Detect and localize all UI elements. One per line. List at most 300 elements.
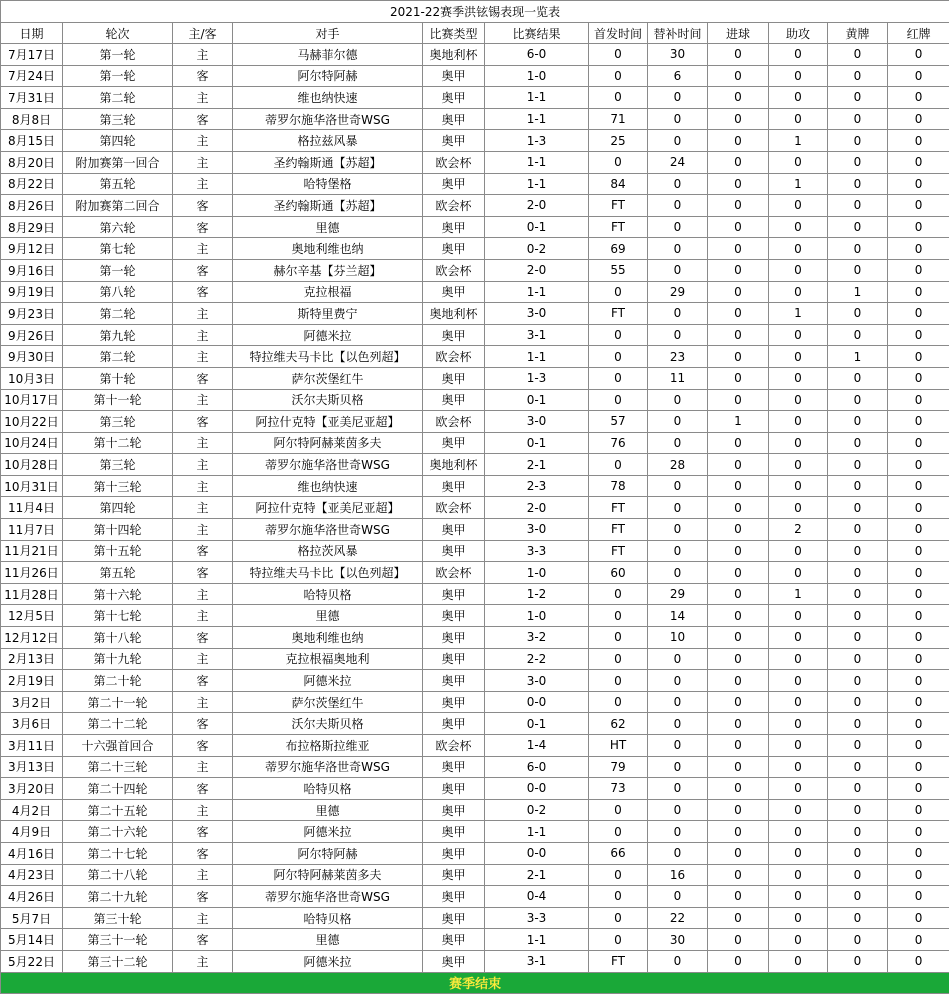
- cell-opponent: 奥地利维也纳: [233, 627, 423, 649]
- cell-result: 0-2: [485, 799, 589, 821]
- cell-red-cards: 0: [888, 44, 949, 66]
- cell-sub-minutes: 0: [648, 432, 708, 454]
- cell-round: 第四轮: [63, 130, 173, 152]
- cell-sub-minutes: 0: [648, 735, 708, 757]
- cell-assists: 0: [769, 216, 828, 238]
- cell-red-cards: 0: [888, 259, 949, 281]
- cell-assists: 0: [769, 367, 828, 389]
- cell-competition: 奥甲: [423, 778, 485, 800]
- table-row: [1, 432, 949, 454]
- cell-start-minutes: FT: [589, 303, 648, 325]
- cell-date: 4月2日: [1, 799, 63, 821]
- table-row: [1, 367, 949, 389]
- table-row: [1, 821, 949, 843]
- cell-result: 0-2: [485, 238, 589, 260]
- cell-competition: 奥甲: [423, 756, 485, 778]
- column-header-result: 比赛结果: [485, 23, 589, 44]
- cell-start-minutes: 0: [589, 691, 648, 713]
- cell-home-away: 客: [173, 259, 233, 281]
- cell-yellow-cards: 0: [828, 216, 888, 238]
- cell-result: 0-1: [485, 432, 589, 454]
- cell-goals: 0: [708, 454, 769, 476]
- cell-opponent: 圣约翰斯通【苏超】: [233, 151, 423, 173]
- cell-result: 1-0: [485, 562, 589, 584]
- cell-red-cards: 0: [888, 735, 949, 757]
- cell-assists: 0: [769, 108, 828, 130]
- cell-opponent: 克拉根福奥地利: [233, 648, 423, 670]
- cell-sub-minutes: 0: [648, 497, 708, 519]
- cell-sub-minutes: 0: [648, 756, 708, 778]
- cell-competition: 欧会杯: [423, 411, 485, 433]
- cell-start-minutes: 0: [589, 670, 648, 692]
- cell-sub-minutes: 10: [648, 627, 708, 649]
- cell-result: 6-0: [485, 44, 589, 66]
- cell-start-minutes: 0: [589, 605, 648, 627]
- cell-red-cards: 0: [888, 432, 949, 454]
- cell-yellow-cards: 0: [828, 713, 888, 735]
- cell-competition: 欧会杯: [423, 151, 485, 173]
- cell-start-minutes: FT: [589, 195, 648, 217]
- cell-goals: 0: [708, 950, 769, 972]
- cell-goals: 0: [708, 303, 769, 325]
- cell-assists: 0: [769, 713, 828, 735]
- cell-date: 12月5日: [1, 605, 63, 627]
- cell-date: 8月8日: [1, 108, 63, 130]
- cell-result: 1-1: [485, 151, 589, 173]
- cell-sub-minutes: 30: [648, 929, 708, 951]
- cell-goals: 0: [708, 195, 769, 217]
- cell-sub-minutes: 0: [648, 216, 708, 238]
- cell-goals: 0: [708, 605, 769, 627]
- cell-start-minutes: 0: [589, 864, 648, 886]
- cell-home-away: 主: [173, 950, 233, 972]
- cell-assists: 2: [769, 519, 828, 541]
- cell-yellow-cards: 0: [828, 670, 888, 692]
- cell-date: 11月26日: [1, 562, 63, 584]
- cell-goals: 0: [708, 864, 769, 886]
- cell-result: 0-0: [485, 778, 589, 800]
- cell-opponent: 里德: [233, 799, 423, 821]
- cell-round: 第六轮: [63, 216, 173, 238]
- cell-goals: 0: [708, 108, 769, 130]
- cell-sub-minutes: 0: [648, 475, 708, 497]
- cell-goals: 0: [708, 778, 769, 800]
- cell-assists: 0: [769, 454, 828, 476]
- cell-sub-minutes: 29: [648, 281, 708, 303]
- cell-home-away: 客: [173, 411, 233, 433]
- table-row: [1, 605, 949, 627]
- cell-red-cards: 0: [888, 540, 949, 562]
- cell-red-cards: 0: [888, 929, 949, 951]
- cell-date: 9月26日: [1, 324, 63, 346]
- cell-home-away: 客: [173, 540, 233, 562]
- cell-red-cards: 0: [888, 108, 949, 130]
- cell-competition: 奥甲: [423, 627, 485, 649]
- cell-opponent: 斯特里费宁: [233, 303, 423, 325]
- cell-assists: 0: [769, 195, 828, 217]
- cell-yellow-cards: 0: [828, 130, 888, 152]
- cell-start-minutes: 57: [589, 411, 648, 433]
- column-header-row: [1, 23, 949, 44]
- cell-date: 10月28日: [1, 454, 63, 476]
- cell-round: 第十四轮: [63, 519, 173, 541]
- table-row: [1, 778, 949, 800]
- cell-sub-minutes: 0: [648, 259, 708, 281]
- cell-red-cards: 0: [888, 216, 949, 238]
- cell-competition: 奥甲: [423, 173, 485, 195]
- cell-result: 2-0: [485, 195, 589, 217]
- cell-assists: 0: [769, 346, 828, 368]
- cell-yellow-cards: 0: [828, 864, 888, 886]
- cell-home-away: 客: [173, 670, 233, 692]
- cell-result: 3-0: [485, 670, 589, 692]
- cell-opponent: 维也纳快速: [233, 87, 423, 109]
- table-row: [1, 627, 949, 649]
- cell-yellow-cards: 0: [828, 303, 888, 325]
- cell-assists: 1: [769, 583, 828, 605]
- cell-yellow-cards: 0: [828, 799, 888, 821]
- cell-sub-minutes: 0: [648, 411, 708, 433]
- table-row: [1, 44, 949, 66]
- cell-home-away: 客: [173, 842, 233, 864]
- cell-assists: 1: [769, 173, 828, 195]
- cell-assists: 0: [769, 778, 828, 800]
- cell-round: 第三轮: [63, 108, 173, 130]
- cell-round: 第二十四轮: [63, 778, 173, 800]
- cell-yellow-cards: 0: [828, 562, 888, 584]
- cell-yellow-cards: 0: [828, 778, 888, 800]
- cell-home-away: 主: [173, 324, 233, 346]
- cell-red-cards: 0: [888, 950, 949, 972]
- cell-start-minutes: 66: [589, 842, 648, 864]
- cell-opponent: 阿拉什克特【亚美尼亚超】: [233, 497, 423, 519]
- cell-start-minutes: 71: [589, 108, 648, 130]
- cell-opponent: 里德: [233, 605, 423, 627]
- cell-home-away: 客: [173, 713, 233, 735]
- cell-result: 3-3: [485, 907, 589, 929]
- cell-opponent: 萨尔茨堡红牛: [233, 367, 423, 389]
- cell-start-minutes: 0: [589, 821, 648, 843]
- cell-competition: 奥甲: [423, 583, 485, 605]
- cell-competition: 奥甲: [423, 929, 485, 951]
- cell-result: 1-3: [485, 130, 589, 152]
- cell-date: 8月15日: [1, 130, 63, 152]
- cell-opponent: 里德: [233, 216, 423, 238]
- cell-opponent: 克拉根福: [233, 281, 423, 303]
- cell-date: 4月9日: [1, 821, 63, 843]
- cell-sub-minutes: 30: [648, 44, 708, 66]
- cell-round: 第三十二轮: [63, 950, 173, 972]
- cell-assists: 1: [769, 303, 828, 325]
- cell-sub-minutes: 0: [648, 108, 708, 130]
- cell-yellow-cards: 0: [828, 886, 888, 908]
- cell-sub-minutes: 11: [648, 367, 708, 389]
- cell-competition: 奥甲: [423, 864, 485, 886]
- cell-sub-minutes: 0: [648, 540, 708, 562]
- cell-result: 1-3: [485, 367, 589, 389]
- cell-result: 3-1: [485, 950, 589, 972]
- cell-yellow-cards: 0: [828, 605, 888, 627]
- cell-competition: 奥地利杯: [423, 454, 485, 476]
- cell-yellow-cards: 0: [828, 65, 888, 87]
- table-body: [1, 44, 949, 973]
- cell-start-minutes: 0: [589, 389, 648, 411]
- cell-goals: 0: [708, 44, 769, 66]
- cell-start-minutes: 62: [589, 713, 648, 735]
- cell-assists: 0: [769, 432, 828, 454]
- cell-opponent: 奥地利维也纳: [233, 238, 423, 260]
- cell-competition: 奥甲: [423, 108, 485, 130]
- cell-goals: 0: [708, 583, 769, 605]
- cell-date: 7月31日: [1, 87, 63, 109]
- cell-date: 9月16日: [1, 259, 63, 281]
- cell-opponent: 蒂罗尔施华洛世奇WSG: [233, 454, 423, 476]
- cell-sub-minutes: 0: [648, 195, 708, 217]
- cell-round: 第四轮: [63, 497, 173, 519]
- cell-yellow-cards: 0: [828, 87, 888, 109]
- cell-start-minutes: HT: [589, 735, 648, 757]
- cell-yellow-cards: 0: [828, 108, 888, 130]
- cell-assists: 0: [769, 627, 828, 649]
- cell-sub-minutes: 0: [648, 173, 708, 195]
- column-header-yellow-cards: 黄牌: [828, 23, 888, 44]
- cell-assists: 1: [769, 130, 828, 152]
- cell-goals: 0: [708, 367, 769, 389]
- cell-yellow-cards: 0: [828, 497, 888, 519]
- cell-home-away: 主: [173, 238, 233, 260]
- cell-start-minutes: 73: [589, 778, 648, 800]
- cell-competition: 奥甲: [423, 130, 485, 152]
- cell-competition: 奥甲: [423, 87, 485, 109]
- cell-date: 4月26日: [1, 886, 63, 908]
- cell-home-away: 客: [173, 216, 233, 238]
- cell-red-cards: 0: [888, 562, 949, 584]
- cell-start-minutes: 78: [589, 475, 648, 497]
- cell-opponent: 萨尔茨堡红牛: [233, 691, 423, 713]
- cell-assists: 0: [769, 691, 828, 713]
- cell-red-cards: 0: [888, 670, 949, 692]
- column-header-start-minutes: 首发时间: [589, 23, 648, 44]
- cell-assists: 0: [769, 259, 828, 281]
- cell-home-away: 主: [173, 346, 233, 368]
- cell-assists: 0: [769, 87, 828, 109]
- table-row: [1, 907, 949, 929]
- season-end-footer: 赛季结束: [1, 972, 949, 993]
- cell-competition: 奥甲: [423, 281, 485, 303]
- cell-home-away: 主: [173, 173, 233, 195]
- cell-goals: 0: [708, 907, 769, 929]
- cell-start-minutes: 0: [589, 346, 648, 368]
- cell-sub-minutes: 29: [648, 583, 708, 605]
- cell-assists: 0: [769, 886, 828, 908]
- cell-home-away: 客: [173, 929, 233, 951]
- cell-date: 7月24日: [1, 65, 63, 87]
- cell-date: 9月30日: [1, 346, 63, 368]
- cell-opponent: 哈特堡格: [233, 173, 423, 195]
- cell-date: 2月19日: [1, 670, 63, 692]
- table-row: [1, 540, 949, 562]
- cell-date: 3月6日: [1, 713, 63, 735]
- cell-sub-minutes: 0: [648, 238, 708, 260]
- cell-result: 2-1: [485, 454, 589, 476]
- cell-opponent: 阿尔特阿赫: [233, 65, 423, 87]
- cell-home-away: 客: [173, 562, 233, 584]
- cell-yellow-cards: 1: [828, 281, 888, 303]
- cell-goals: 0: [708, 389, 769, 411]
- table-row: [1, 950, 949, 972]
- table-row: [1, 454, 949, 476]
- cell-date: 7月17日: [1, 44, 63, 66]
- cell-round: 第二十六轮: [63, 821, 173, 843]
- cell-home-away: 客: [173, 65, 233, 87]
- cell-home-away: 主: [173, 44, 233, 66]
- column-header-round: 轮次: [63, 23, 173, 44]
- cell-home-away: 客: [173, 821, 233, 843]
- cell-goals: 0: [708, 821, 769, 843]
- cell-round: 第二轮: [63, 346, 173, 368]
- cell-yellow-cards: 0: [828, 151, 888, 173]
- table-title: 2021-22赛季洪铉锡表现一览表: [1, 1, 949, 23]
- cell-red-cards: 0: [888, 648, 949, 670]
- cell-competition: 奥甲: [423, 389, 485, 411]
- table-row: [1, 173, 949, 195]
- cell-competition: 奥甲: [423, 519, 485, 541]
- cell-date: 10月3日: [1, 367, 63, 389]
- cell-competition: 奥甲: [423, 713, 485, 735]
- table-row: [1, 303, 949, 325]
- table-row: [1, 281, 949, 303]
- cell-red-cards: 0: [888, 65, 949, 87]
- cell-competition: 奥甲: [423, 799, 485, 821]
- cell-red-cards: 0: [888, 411, 949, 433]
- cell-opponent: 阿尔特阿赫莱茵多夫: [233, 864, 423, 886]
- cell-goals: 0: [708, 735, 769, 757]
- cell-result: 6-0: [485, 756, 589, 778]
- cell-start-minutes: 0: [589, 907, 648, 929]
- cell-start-minutes: 0: [589, 583, 648, 605]
- column-header-goals: 进球: [708, 23, 769, 44]
- cell-result: 0-1: [485, 389, 589, 411]
- cell-date: 11月21日: [1, 540, 63, 562]
- cell-competition: 欧会杯: [423, 195, 485, 217]
- cell-round: 第十八轮: [63, 627, 173, 649]
- cell-round: 第三十轮: [63, 907, 173, 929]
- cell-result: 1-1: [485, 346, 589, 368]
- cell-opponent: 阿德米拉: [233, 950, 423, 972]
- cell-yellow-cards: 0: [828, 173, 888, 195]
- cell-date: 10月24日: [1, 432, 63, 454]
- cell-yellow-cards: 0: [828, 259, 888, 281]
- cell-sub-minutes: 28: [648, 454, 708, 476]
- cell-competition: 奥地利杯: [423, 303, 485, 325]
- cell-assists: 0: [769, 540, 828, 562]
- cell-red-cards: 0: [888, 281, 949, 303]
- cell-round: 附加赛第一回合: [63, 151, 173, 173]
- cell-home-away: 主: [173, 497, 233, 519]
- cell-goals: 0: [708, 497, 769, 519]
- cell-result: 1-1: [485, 281, 589, 303]
- table-row: [1, 670, 949, 692]
- cell-assists: 0: [769, 605, 828, 627]
- cell-start-minutes: FT: [589, 216, 648, 238]
- cell-goals: 0: [708, 87, 769, 109]
- cell-start-minutes: 0: [589, 454, 648, 476]
- cell-sub-minutes: 0: [648, 648, 708, 670]
- cell-sub-minutes: 0: [648, 562, 708, 584]
- cell-date: 10月17日: [1, 389, 63, 411]
- cell-start-minutes: 0: [589, 151, 648, 173]
- cell-competition: 奥甲: [423, 907, 485, 929]
- table-row: [1, 216, 949, 238]
- cell-red-cards: 0: [888, 475, 949, 497]
- cell-yellow-cards: 0: [828, 195, 888, 217]
- cell-assists: 0: [769, 497, 828, 519]
- cell-red-cards: 0: [888, 151, 949, 173]
- cell-start-minutes: 0: [589, 648, 648, 670]
- cell-round: 第二轮: [63, 87, 173, 109]
- cell-goals: 0: [708, 842, 769, 864]
- column-header-red-cards: 红牌: [888, 23, 949, 44]
- cell-round: 第一轮: [63, 44, 173, 66]
- table-row: [1, 562, 949, 584]
- table-row: [1, 389, 949, 411]
- cell-start-minutes: 0: [589, 929, 648, 951]
- cell-red-cards: 0: [888, 799, 949, 821]
- cell-date: 8月20日: [1, 151, 63, 173]
- cell-goals: 0: [708, 691, 769, 713]
- cell-date: 11月7日: [1, 519, 63, 541]
- cell-home-away: 主: [173, 605, 233, 627]
- cell-opponent: 蒂罗尔施华洛世奇WSG: [233, 756, 423, 778]
- cell-red-cards: 0: [888, 605, 949, 627]
- cell-start-minutes: FT: [589, 540, 648, 562]
- cell-red-cards: 0: [888, 583, 949, 605]
- cell-round: 第二十八轮: [63, 864, 173, 886]
- cell-opponent: 哈特贝格: [233, 583, 423, 605]
- cell-red-cards: 0: [888, 842, 949, 864]
- cell-round: 第五轮: [63, 173, 173, 195]
- cell-assists: 0: [769, 324, 828, 346]
- cell-opponent: 哈特贝格: [233, 907, 423, 929]
- cell-red-cards: 0: [888, 713, 949, 735]
- cell-start-minutes: 0: [589, 799, 648, 821]
- cell-opponent: 阿德米拉: [233, 324, 423, 346]
- cell-goals: 0: [708, 519, 769, 541]
- cell-red-cards: 0: [888, 87, 949, 109]
- cell-assists: 0: [769, 281, 828, 303]
- cell-goals: 0: [708, 151, 769, 173]
- cell-date: 11月4日: [1, 497, 63, 519]
- column-header-sub-minutes: 替补时间: [648, 23, 708, 44]
- cell-round: 第十三轮: [63, 475, 173, 497]
- cell-red-cards: 0: [888, 367, 949, 389]
- cell-red-cards: 0: [888, 238, 949, 260]
- cell-red-cards: 0: [888, 691, 949, 713]
- table-row: [1, 130, 949, 152]
- cell-sub-minutes: 0: [648, 519, 708, 541]
- cell-result: 1-2: [485, 583, 589, 605]
- cell-home-away: 主: [173, 475, 233, 497]
- cell-date: 2月13日: [1, 648, 63, 670]
- cell-result: 2-2: [485, 648, 589, 670]
- cell-home-away: 主: [173, 130, 233, 152]
- cell-start-minutes: 0: [589, 87, 648, 109]
- table-row: [1, 691, 949, 713]
- cell-result: 3-3: [485, 540, 589, 562]
- cell-yellow-cards: 0: [828, 756, 888, 778]
- cell-date: 10月22日: [1, 411, 63, 433]
- cell-sub-minutes: 16: [648, 864, 708, 886]
